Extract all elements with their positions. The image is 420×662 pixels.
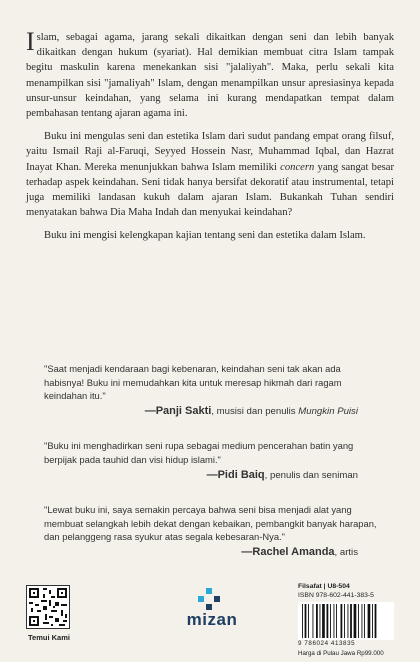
endorsement-text: "Lewat buku ini, saya semakin percaya bahwa seni bisa menjadi alat yang membuat selangkah lebih dekat dengan kebaikan, pembangkit banyak harapan, dan pelanggeng rasa syukur atas segala kebesaran-Nya." xyxy=(44,504,377,543)
synopsis xyxy=(26,27,395,252)
endorsement-1 xyxy=(44,362,382,418)
endorser-name: Panji Sakti xyxy=(155,404,212,417)
endorsement-attribution: —Pidi Baiq, penulis dan seniman xyxy=(206,468,358,481)
publisher-logo xyxy=(178,588,244,640)
endorsement-attribution: —Rachel Amanda, artis xyxy=(241,545,358,558)
endorsement-3 xyxy=(44,503,382,559)
synopsis-paragraph-3: Buku ini mengisi kelengkapan kajian tentang seni dan estetika dalam Islam. xyxy=(44,230,366,242)
publisher-name: mizan xyxy=(186,610,238,629)
endorsement-text: "Saat menjadi kendaraan bagi kebenaran, keindahan seni tak akan ada habisnya! Buku ini memudahkan kita untuk meresap hikmah dari ragam keindahan itu." xyxy=(44,363,342,402)
synopsis-paragraph-2: Buku ini mengulas seni dan estetika Islam dari sudut pandang empat orang filsuf, yaitu Ismail Raji al-Faruqi, Seyyed Hossein Nasr, Muhammad Iqbal, dan Hazrat Inayat Khan. Mereka menunjukkan bahwa Islam memiliki concern yang sangat besar terhadap aspek keindahan. Seni tidak hanya bersifat dekoratif atau instrumental, tetapi juga memiliki landasan kukuh dalam ajaran Islam. Bukankah Tuhan sendiri menyatakan bahwa Dia Maha Indah dan menyukai keindahan? xyxy=(26,131,395,219)
endorser-name: Pidi Baiq xyxy=(217,468,265,481)
barcode-icon xyxy=(298,602,394,640)
barcode-number: 9 786024 413835 xyxy=(298,640,356,647)
barcode-block xyxy=(298,582,394,658)
isbn-label: ISBN 978-602-441-383-5 xyxy=(298,592,374,599)
endorsement-attribution: —Panji Sakti, musisi dan penulis Mungkin Puisi xyxy=(144,404,358,417)
category-label: Filsafat | U8-504 xyxy=(298,583,350,590)
qr-code-icon[interactable] xyxy=(26,585,70,629)
drop-cap: I xyxy=(26,27,35,56)
endorsement-text: "Buku ini menghadirkan seni rupa sebagai medium pencerahan batin yang berpijak pada tauhid dan visi hidup islami." xyxy=(44,440,354,465)
mizan-logo-icon xyxy=(198,588,220,610)
price-label: Harga di Pulau Jawa Rp99.000 xyxy=(298,650,384,657)
endorser-name: Rachel Amanda xyxy=(252,545,335,558)
endorsement-2 xyxy=(44,439,382,482)
synopsis-paragraph-1: Islam, sebagai agama, jarang sekali dikaitkan dengan seni dan lebih banyak dikaitkan dengan hukum (syariat). Hal demikian membuat citra Islam tampak begitu maskulin karena menekankan sisi "jalaliyah". Maka, perlu sekali kita menampilkan sisi "jamaliyah" Islam, dengan menampilkan unsur apresiasinya kepada unsur-unsur keindahan, yang selama ini kurang mendapatkan tempat dalam pembahasan tentang ajaran agama ini. xyxy=(26,27,394,120)
qr-label: Temui Kami xyxy=(28,633,70,642)
endorsements xyxy=(44,362,382,581)
